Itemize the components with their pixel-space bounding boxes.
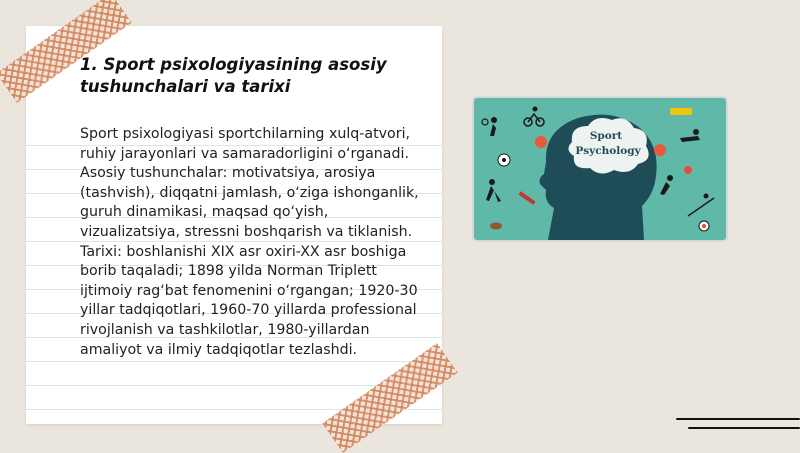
rugby-ball-icon	[490, 223, 502, 230]
sport-psychology-illustration	[474, 98, 726, 240]
soccer-ball-icon	[498, 154, 510, 166]
trophy-icon	[670, 108, 692, 115]
illustration-label-sport: Sport	[589, 130, 623, 142]
basketball-icon	[654, 144, 666, 156]
slide-title: 1. Sport psixologiyasining asosiy tushunchalari va tarixi	[80, 55, 387, 96]
illustration-label-psychology: Psychology	[575, 145, 641, 157]
hockey-icon	[684, 166, 692, 174]
slide-body-text: Sport psixologiyasi sportchilarning xulq-atvori, ruhiy jarayonlari va samaradorligini o‘rganadi. Asosiy tushunchalar: motivatsiya, arosiya (tashvish), diqqatni jamlash, o‘ziga ishonganlik, guruh dinamikasi, maqsad qo‘yish, vizualizatsiya, stressni boshqarish va tiklanish. Tarixi: boshlanishi XIX asr oxiri-XX asr boshiga borib taqaladi; 1898 yilda Norman Triplett ijtimoiy rag‘bat fenomenini o‘rgangan; 1920-30 yillar tadqiqotlari, 1960-70 yillarda professional rivojlanish va tashkilotlar, 1980-yillardan amaliyot va ilmiy tadqiqotlar tezlashdi.	[80, 126, 419, 358]
decorative-lines	[676, 418, 800, 434]
brain-icon	[535, 136, 547, 148]
archery-target-icon	[699, 221, 709, 231]
